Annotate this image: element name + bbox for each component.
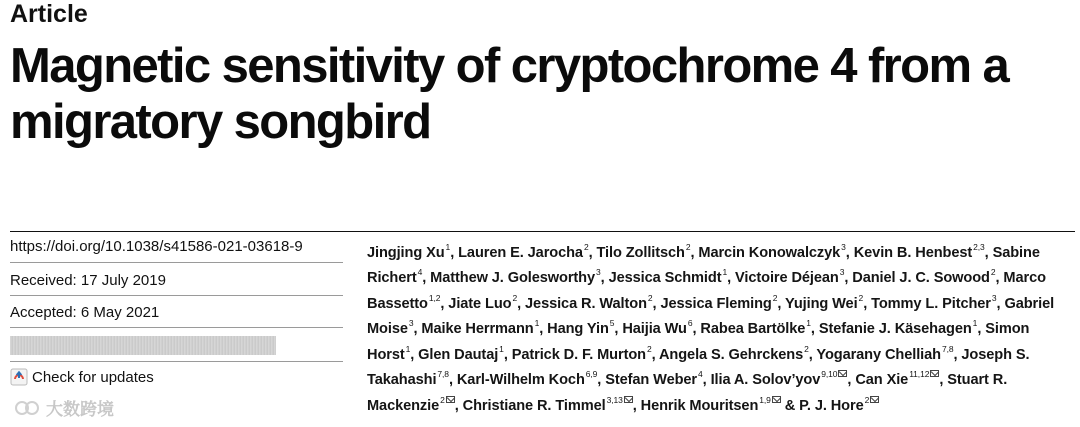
author-affiliation: 9,10 xyxy=(821,369,838,380)
watermark-logo-icon xyxy=(14,398,40,418)
author-separator: , xyxy=(984,244,993,261)
author-affiliation: 3 xyxy=(991,292,997,303)
author-separator: , xyxy=(692,321,701,338)
author-name[interactable]: Karl-Wilhelm Koch xyxy=(456,372,585,389)
author-separator: , xyxy=(847,372,856,389)
email-icon[interactable] xyxy=(772,396,781,403)
author-affiliation: 2 xyxy=(864,394,870,405)
author-separator: , xyxy=(810,321,819,338)
author-name[interactable]: Hang Yin xyxy=(547,321,609,338)
author-separator: , xyxy=(440,295,449,312)
author-separator: , xyxy=(702,372,711,389)
author-name[interactable]: Jiate Luo xyxy=(448,295,512,312)
author-separator: & xyxy=(780,397,800,414)
author-name[interactable]: Sabine Richert xyxy=(367,244,1040,287)
author-name[interactable]: Jingjing Xu xyxy=(367,244,445,261)
author-affiliation: 2 xyxy=(804,343,809,354)
meta-divider xyxy=(10,327,343,328)
author-separator: , xyxy=(539,321,548,338)
author-affiliation: 2,3 xyxy=(973,242,985,252)
author-affiliation: 1 xyxy=(405,343,411,354)
email-icon[interactable] xyxy=(930,370,939,377)
author-affiliation: 6,9 xyxy=(585,369,598,380)
check-for-updates-link[interactable] xyxy=(10,368,154,386)
author-separator: , xyxy=(727,270,736,287)
meta-divider xyxy=(10,295,343,296)
author-separator: , xyxy=(410,346,419,363)
author-affiliation: 1 xyxy=(534,318,540,329)
author-affiliation: 2 xyxy=(440,394,445,405)
author-separator: , xyxy=(777,295,786,312)
watermark-text: 大数跨境 xyxy=(46,400,114,419)
author-affiliation: 3 xyxy=(841,242,846,252)
author-affiliation: 4 xyxy=(698,369,703,380)
author-affiliation: 6 xyxy=(687,318,693,329)
email-icon[interactable] xyxy=(446,396,455,403)
article-type-label: Article xyxy=(10,0,88,28)
author-name[interactable]: Glen Dautaj xyxy=(418,346,499,363)
email-icon[interactable] xyxy=(870,396,879,403)
author-affiliation: 1 xyxy=(972,318,978,329)
author-separator: , xyxy=(454,397,463,414)
author-name[interactable]: Jessica Schmidt xyxy=(608,270,722,287)
author-name[interactable]: Gabriel Moise xyxy=(367,295,1055,338)
check-updates-icon xyxy=(10,368,28,386)
author-affiliation: 2 xyxy=(685,242,691,252)
author-name[interactable]: Can Xie xyxy=(855,372,909,389)
author-name[interactable]: Christiane R. Timmel xyxy=(462,397,606,414)
author-separator: , xyxy=(503,346,512,363)
author-separator: , xyxy=(690,244,699,261)
author-name[interactable]: Stefanie J. Käsehagen xyxy=(818,321,972,338)
author-separator: , xyxy=(413,321,422,338)
author-separator: , xyxy=(845,244,854,261)
author-affiliation: 1,9 xyxy=(759,394,771,405)
author-affiliation: 7,8 xyxy=(437,369,449,380)
redacted-field xyxy=(10,336,276,355)
author-name[interactable]: Jessica Fleming xyxy=(660,295,772,312)
author-affiliation: 3 xyxy=(408,318,414,329)
author-name[interactable]: Stuart R. Mackenzie xyxy=(367,372,1008,414)
author-affiliation: 1 xyxy=(445,242,451,252)
author-separator: , xyxy=(863,295,872,312)
author-affiliation: 2 xyxy=(583,242,589,252)
author-separator: , xyxy=(588,244,597,261)
email-icon[interactable] xyxy=(624,396,633,403)
author-separator: , xyxy=(808,346,817,363)
author-name[interactable]: Daniel J. C. Sowood xyxy=(852,270,990,287)
email-icon[interactable] xyxy=(838,370,847,377)
author-name[interactable]: Tilo Zollitsch xyxy=(596,244,685,261)
meta-divider xyxy=(10,262,343,263)
author-name[interactable]: Tommy L. Pitcher xyxy=(871,295,991,312)
author-name[interactable]: Matthew J. Golesworthy xyxy=(430,270,596,287)
author-name[interactable]: Rabea Bartölke xyxy=(700,321,806,338)
accepted-date: Accepted: 6 May 2021 xyxy=(10,304,160,321)
received-date: Received: 17 July 2019 xyxy=(10,272,166,289)
header-rule xyxy=(10,231,1075,232)
author-name[interactable]: Haijia Wu xyxy=(622,321,687,338)
author-separator: , xyxy=(977,321,986,338)
author-separator: , xyxy=(844,270,853,287)
author-separator: , xyxy=(651,346,659,363)
author-affiliation: 2 xyxy=(772,292,778,303)
author-affiliation: 2 xyxy=(512,292,518,303)
author-name[interactable]: Yujing Wei xyxy=(785,295,858,312)
author-separator: , xyxy=(953,346,962,363)
author-affiliation: 3 xyxy=(839,267,845,278)
author-affiliation: 2 xyxy=(647,292,653,303)
author-name[interactable]: Lauren E. Jarocha xyxy=(458,244,583,261)
author-name[interactable]: Ilia A. Solov’yov xyxy=(710,372,821,389)
author-separator: , xyxy=(996,295,1005,312)
author-name[interactable]: Maike Herrmann xyxy=(421,321,534,338)
author-name[interactable]: Marcin Konowalczyk xyxy=(698,244,841,261)
author-separator: , xyxy=(939,372,948,389)
author-affiliation: 1 xyxy=(499,343,504,354)
author-name[interactable]: P. J. Hore xyxy=(799,397,864,414)
author-separator: , xyxy=(517,295,526,312)
author-name[interactable]: Victoire Déjean xyxy=(735,270,839,287)
watermark xyxy=(14,395,114,420)
author-separator: , xyxy=(652,295,661,312)
author-name[interactable]: Kevin B. Henbest xyxy=(853,244,973,261)
author-affiliation: 1 xyxy=(806,318,811,329)
author-name[interactable]: Marco Bassetto xyxy=(367,270,1046,312)
author-separator: , xyxy=(597,372,606,389)
author-affiliation: 2 xyxy=(646,343,652,354)
author-affiliation: 7,8 xyxy=(941,343,954,354)
author-name[interactable]: Henrik Mouritsen xyxy=(640,397,759,414)
author-separator: , xyxy=(614,321,623,338)
author-list xyxy=(367,238,1079,416)
author-separator: , xyxy=(600,270,609,287)
author-name[interactable]: Simon Horst xyxy=(367,321,1030,363)
article-title: Magnetic sensitivity of cryptochrome 4 from a migratory songbird xyxy=(10,39,1009,149)
doi-link[interactable]: https://doi.org/10.1038/s41586-021-03618-9 xyxy=(10,238,303,255)
meta-divider xyxy=(10,361,343,362)
author-affiliation: 2 xyxy=(990,267,996,278)
author-affiliation: 1 xyxy=(722,267,728,278)
author-separator: , xyxy=(995,270,1004,287)
author-separator: , xyxy=(450,244,459,261)
author-affiliation: 3,13 xyxy=(606,394,623,405)
check-updates-label: Check for updates xyxy=(32,368,154,386)
author-name[interactable]: Stefan Weber xyxy=(605,372,698,389)
author-name[interactable]: Jessica R. Walton xyxy=(525,295,647,312)
author-separator: , xyxy=(422,270,431,287)
author-name[interactable]: Angela S. Gehrckens xyxy=(658,346,804,363)
author-separator: , xyxy=(448,372,457,389)
author-affiliation: 11,12 xyxy=(909,369,930,380)
author-affiliation: 1,2 xyxy=(428,292,441,303)
author-affiliation: 5 xyxy=(609,318,615,329)
author-affiliation: 4 xyxy=(417,267,423,278)
author-affiliation: 2 xyxy=(858,292,864,303)
author-name[interactable]: Yogarany Chelliah xyxy=(816,346,941,363)
author-name[interactable]: Patrick D. F. Murton xyxy=(511,346,646,363)
author-name[interactable]: Joseph S. Takahashi xyxy=(367,346,1030,389)
author-separator: , xyxy=(632,397,641,414)
author-affiliation: 3 xyxy=(596,267,601,278)
